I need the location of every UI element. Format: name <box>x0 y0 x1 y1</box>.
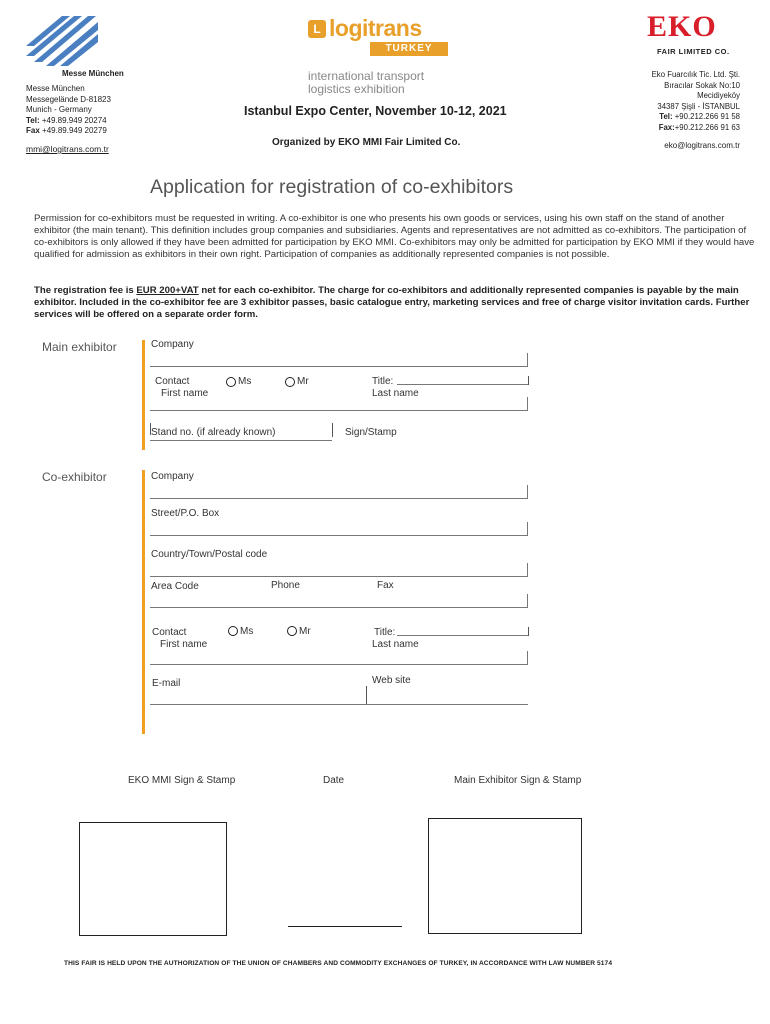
co-email-input[interactable] <box>150 704 366 705</box>
logitrans-mark-icon: L <box>308 20 326 38</box>
messe-address: Messe München Messegelände D-81823 Munich - Germany Tel: +49.89.949 20274 Fax +49.89.949 20279 <box>26 84 111 135</box>
main-exhibitor-bar <box>142 340 145 450</box>
event-organizer: Organized by EKO MMI Fair Limited Co. <box>272 137 461 148</box>
co-ms-label: Ms <box>240 626 254 637</box>
co-area-code-label: Area Code <box>151 581 199 592</box>
co-phone-input[interactable] <box>307 576 375 577</box>
co-website-input[interactable] <box>366 704 528 705</box>
co-contact-label: Contact <box>152 627 187 638</box>
logitrans-tagline: international transport logistics exhibition <box>308 69 425 96</box>
co-country-input[interactable] <box>150 563 528 577</box>
event-venue-date: Istanbul Expo Center, November 10-12, 2021 <box>244 104 507 118</box>
main-stand-label: Stand no. (if already known) <box>151 427 276 438</box>
main-mr-label: Mr <box>297 376 309 387</box>
main-title-label: Title: <box>372 376 394 387</box>
date-input[interactable] <box>288 926 402 927</box>
main-stand-input[interactable] <box>150 440 332 441</box>
main-contact-label: Contact <box>155 376 190 387</box>
co-exhibitor-bar <box>142 470 145 734</box>
main-sign-label: Sign/Stamp <box>345 427 397 438</box>
co-exhibitor-heading: Co-exhibitor <box>42 470 107 484</box>
main-title-input[interactable] <box>397 384 529 385</box>
co-area-code-input[interactable] <box>209 576 269 577</box>
main-exhibitor-sign-box[interactable] <box>428 818 582 934</box>
messe-logo-name: Messe München <box>62 69 124 78</box>
co-title-label: Title: <box>374 627 396 638</box>
main-last-name-label: Last name <box>372 388 419 399</box>
date-label: Date <box>323 775 345 786</box>
co-website-label: Web site <box>372 675 411 686</box>
main-company-input[interactable] <box>150 353 528 367</box>
eko-logo-sub: FAIR LIMITED CO. <box>657 47 730 56</box>
co-title-input[interactable] <box>397 635 529 636</box>
co-street-label: Street/P.O. Box <box>151 508 220 519</box>
co-ms-radio[interactable] <box>228 626 238 636</box>
main-mr-radio[interactable] <box>285 377 295 387</box>
eko-email-link[interactable]: eko@logitrans.com.tr <box>664 141 740 150</box>
co-fax-input[interactable] <box>150 594 528 608</box>
intro-paragraph: Permission for co-exhibitors must be requested in writing. A co-exhibitor is one who presents his own goods or services, using his own staff on the stand of another exhibitor (the main tenant). This definition includes group companies and subsidiaries. Agents and representatives are not admitted as co-exhibitors. The participation of co-exhibitors is only allowed if they have been admitted for participation by EKO MMI. Co-exhibitors may only be admitted for participation by EKO MMI if they would have qualified for admission as exhibitors in their own right. Participation of companies as additionally represented companies is not possible. <box>34 213 755 260</box>
co-email-label: E-mail <box>152 678 181 689</box>
co-last-name-label: Last name <box>372 639 419 650</box>
co-company-label: Company <box>151 471 194 482</box>
main-ms-label: Ms <box>238 376 252 387</box>
co-phone-label: Phone <box>271 580 300 591</box>
messe-email-link[interactable]: mmi@logitrans.com.tr <box>26 144 109 154</box>
main-name-input[interactable] <box>150 397 528 411</box>
messe-logo-icon <box>26 16 98 66</box>
fee-paragraph: The registration fee is EUR 200+VAT net for each co-exhibitor. The charge for co-exhibitors and additionally represented companies is payable by the main exhibitor. Included in the co-exhibitor fee are 3 exhibitor passes, basic catalogue entry, marketing services and free of charge visitor invitation cards. Further services will be offered on a separate order form. <box>34 285 750 320</box>
co-company-input[interactable] <box>150 485 528 499</box>
eko-address: Eko Fuarcılık Tic. Ltd. Şti. Bıracılar Sokak No:10 Mecidiyeköy 34387 Şişli - İSTANBUL Tel: +90.212.266 91 58 Fax:+90.212.266 91 63 <box>651 70 740 132</box>
co-first-name-label: First name <box>160 639 208 650</box>
main-company-label: Company <box>151 339 194 350</box>
footer-note: THIS FAIR IS HELD UPON THE AUTHORIZATION OF THE UNION OF CHAMBERS AND COMMODITY EXCHANGES OF TURKEY, IN ACCORDANCE WITH LAW NUMBER 5174 <box>64 960 613 967</box>
main-sign-stamp-label: Main Exhibitor Sign & Stamp <box>454 775 582 786</box>
main-first-name-label: First name <box>161 388 209 399</box>
eko-logo: EKO <box>647 10 717 43</box>
co-fax-label: Fax <box>377 580 394 591</box>
co-country-label: Country/Town/Postal code <box>151 549 268 560</box>
co-name-input[interactable] <box>150 651 528 665</box>
main-ms-radio[interactable] <box>226 377 236 387</box>
co-mr-radio[interactable] <box>287 626 297 636</box>
co-mr-label: Mr <box>299 626 311 637</box>
main-exhibitor-heading: Main exhibitor <box>42 340 117 354</box>
eko-sign-box[interactable] <box>79 822 227 936</box>
page-title: Application for registration of co-exhibitors <box>150 176 514 198</box>
eko-sign-label: EKO MMI Sign & Stamp <box>128 775 236 786</box>
co-street-input[interactable] <box>150 522 528 536</box>
logitrans-logo: L logitrans TURKEY <box>308 16 450 68</box>
